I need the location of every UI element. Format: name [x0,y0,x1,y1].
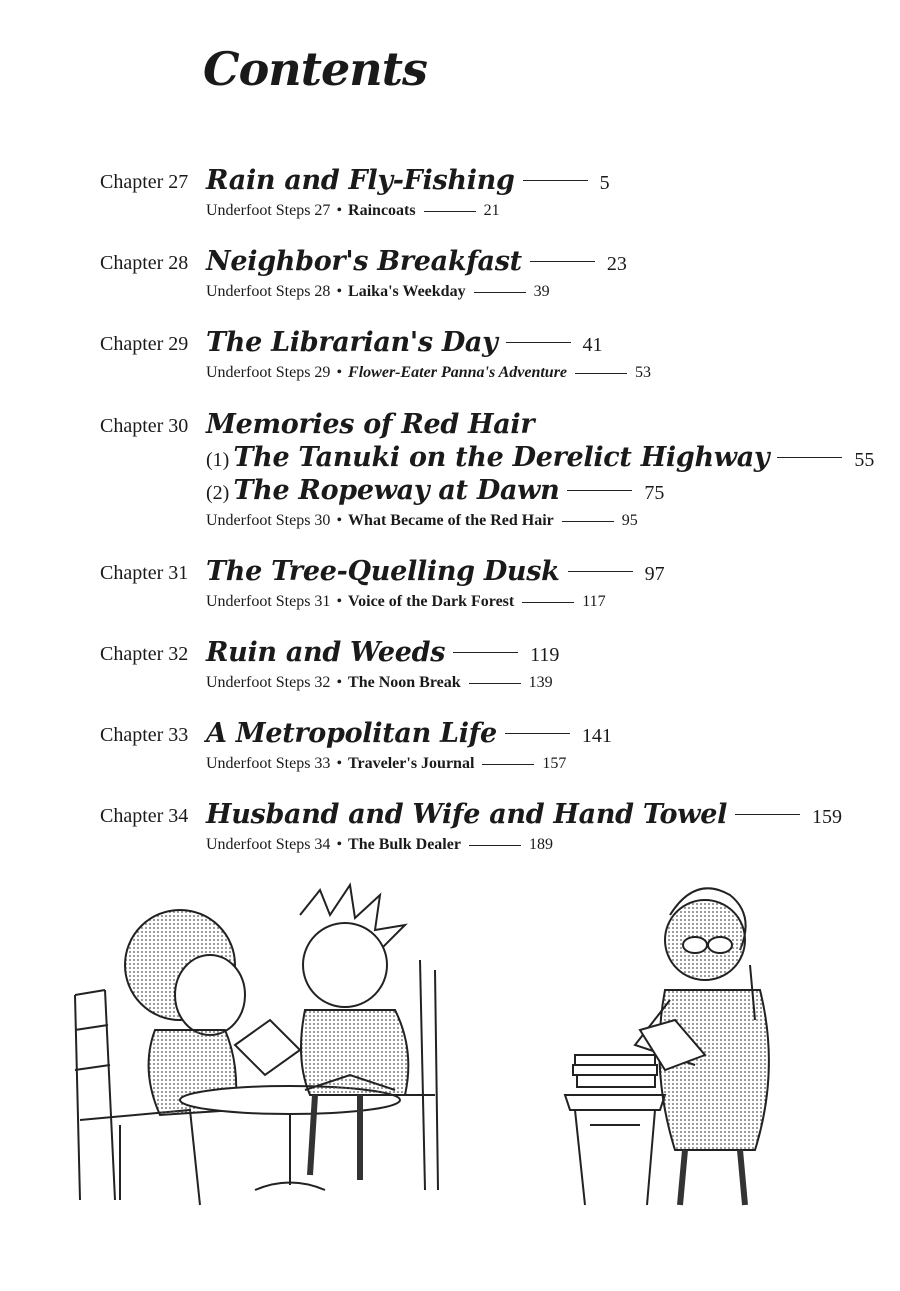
chapter-title: Husband and Wife and Hand Towel [206,799,728,830]
page-number: 117 [582,593,606,610]
underfoot-steps-entry[interactable] [206,836,553,854]
underfoot-steps-entry[interactable] [206,755,566,773]
bullet: • [336,593,343,610]
reading-table-illustration [60,870,460,1220]
underfoot-title: Flower-Eater Panna's Adventure [348,364,568,381]
bullet: • [336,674,343,691]
underfoot-title: The Noon Break [348,674,461,691]
page-number: 97 [644,563,665,585]
leader-line [424,211,476,212]
underfoot-label: Underfoot Steps 28 [206,283,331,300]
chapter-title: A Metropolitan Life [206,718,497,749]
underfoot-steps-entry[interactable] [206,202,500,220]
page-number: 139 [528,674,553,691]
leader-line [506,342,571,343]
page-title: Contents [203,42,427,96]
leader-line [469,845,521,846]
leader-line [530,261,595,262]
bullet: • [336,283,343,300]
bullet: • [336,364,343,381]
chapter-label: Chapter 30 [100,415,189,437]
page-number: 75 [644,482,665,504]
page-number: 55 [854,449,875,471]
underfoot-steps-entry[interactable] [206,593,606,611]
underfoot-label: Underfoot Steps 34 [206,836,331,853]
chapter-label: Chapter 27 [100,171,189,193]
leader-line [568,571,633,572]
underfoot-title: What Became of the Red Hair [348,512,554,529]
librarian-illustration [555,870,805,1220]
bullet: • [336,836,343,853]
chapter-title: Neighbor's Breakfast [206,246,522,277]
leader-line [522,602,574,603]
underfoot-steps-entry[interactable] [206,674,553,692]
chapter-title: Ruin and Weeds [206,637,446,668]
underfoot-title: Traveler's Journal [348,755,475,772]
underfoot-label: Underfoot Steps 32 [206,674,331,691]
bullet: • [336,755,343,772]
leader-line [482,764,534,765]
page-number: 157 [542,755,567,772]
chapter-title: The Librarian's Day [206,327,498,358]
underfoot-title: The Bulk Dealer [348,836,461,853]
underfoot-title: Raincoats [348,202,416,219]
leader-line [523,180,588,181]
page-number: 159 [812,806,843,828]
chapter-title: Memories of Red Hair [206,409,535,440]
leader-line [575,373,627,374]
page-number: 189 [528,836,553,853]
bullet: • [336,202,343,219]
leader-line [777,457,842,458]
part-number: (2) [206,482,230,504]
leader-line [453,652,518,653]
chapter-label: Chapter 29 [100,333,189,355]
leader-line [735,814,800,815]
underfoot-steps-entry[interactable] [206,512,638,530]
page-number: 41 [582,334,603,356]
part-number: (1) [206,449,230,471]
leader-line [474,292,526,293]
underfoot-label: Underfoot Steps 27 [206,202,331,219]
part-title: The Ropeway at Dawn [233,475,560,506]
chapter-label: Chapter 28 [100,252,189,274]
chapter-part-1[interactable] [206,442,874,473]
bullet: • [336,512,343,529]
part-title: The Tanuki on the Derelict Highway [233,442,770,473]
page-number: 39 [533,283,550,300]
page-number: 23 [606,253,627,275]
underfoot-label: Underfoot Steps 30 [206,512,331,529]
chapter-title: Rain and Fly-Fishing [206,165,515,196]
chapter-part-2[interactable] [206,475,664,506]
leader-line [469,683,521,684]
page-number: 53 [635,364,652,381]
page-number: 21 [483,202,500,219]
underfoot-title: Voice of the Dark Forest [348,593,515,610]
chapter-title: The Tree-Quelling Dusk [206,556,560,587]
underfoot-label: Underfoot Steps 33 [206,755,331,772]
page-number: 141 [581,725,612,747]
chapter-label: Chapter 33 [100,724,189,746]
underfoot-label: Underfoot Steps 31 [206,593,331,610]
underfoot-steps-entry[interactable] [206,364,651,382]
page-number: 95 [621,512,638,529]
page-number: 5 [599,172,610,194]
underfoot-label: Underfoot Steps 29 [206,364,331,381]
leader-line [505,733,570,734]
underfoot-steps-entry[interactable] [206,283,550,301]
underfoot-title: Laika's Weekday [348,283,466,300]
leader-line [567,490,632,491]
leader-line [562,521,614,522]
chapter-label: Chapter 31 [100,562,189,584]
chapter-label: Chapter 32 [100,643,189,665]
chapter-label: Chapter 34 [100,805,189,827]
page-number: 119 [530,644,560,666]
